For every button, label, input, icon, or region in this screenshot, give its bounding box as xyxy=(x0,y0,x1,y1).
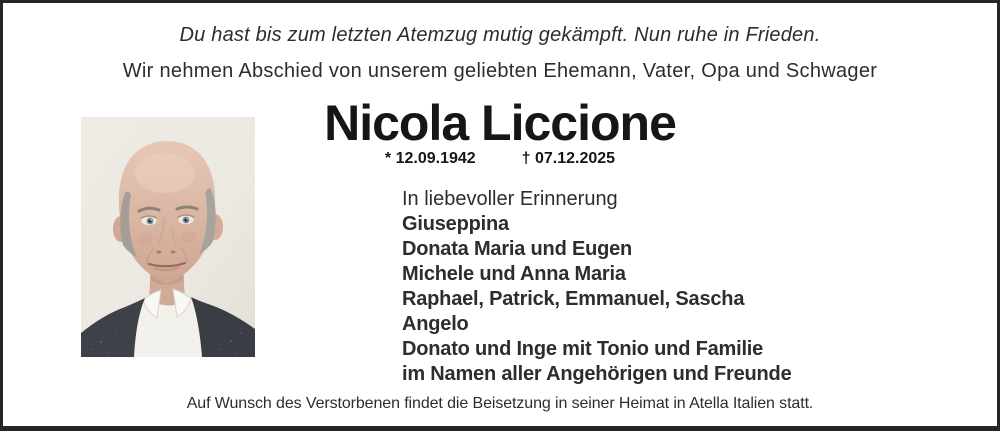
mourner-line: Donato und Inge mit Tonio und Familie xyxy=(402,338,764,360)
farewell-line: Wir nehmen Abschied von unserem geliebten Ehemann, Vater, Opa und Schwager xyxy=(122,60,878,82)
death-date: † 07.12.2025 xyxy=(521,150,616,167)
life-dates xyxy=(3,150,997,168)
epitaph-line: Du hast bis zum letzten Atemzug mutig gekämpft. Nun ruhe in Frieden. xyxy=(179,24,821,46)
mourner-line: Angelo xyxy=(402,313,469,335)
funeral-note: Auf Wunsch des Verstorbenen findet die Beisetzung in seiner Heimat in Atella Italien statt. xyxy=(186,395,814,412)
mourner-line: Giuseppina xyxy=(402,213,509,235)
mourner-line: Michele und Anna Maria xyxy=(402,263,626,285)
mourner-line: im Namen aller Angehörigen und Freunde xyxy=(402,363,792,385)
mourner-line: Raphael, Patrick, Emmanuel, Sascha xyxy=(402,288,745,310)
remembrance-intro: In liebevoller Erinnerung xyxy=(402,188,618,210)
birth-date: * 12.09.1942 xyxy=(384,150,476,167)
mourner-line: Donata Maria und Eugen xyxy=(402,238,633,260)
mourners-block xyxy=(402,187,792,387)
deceased-name: Nicola Liccione xyxy=(324,95,676,151)
